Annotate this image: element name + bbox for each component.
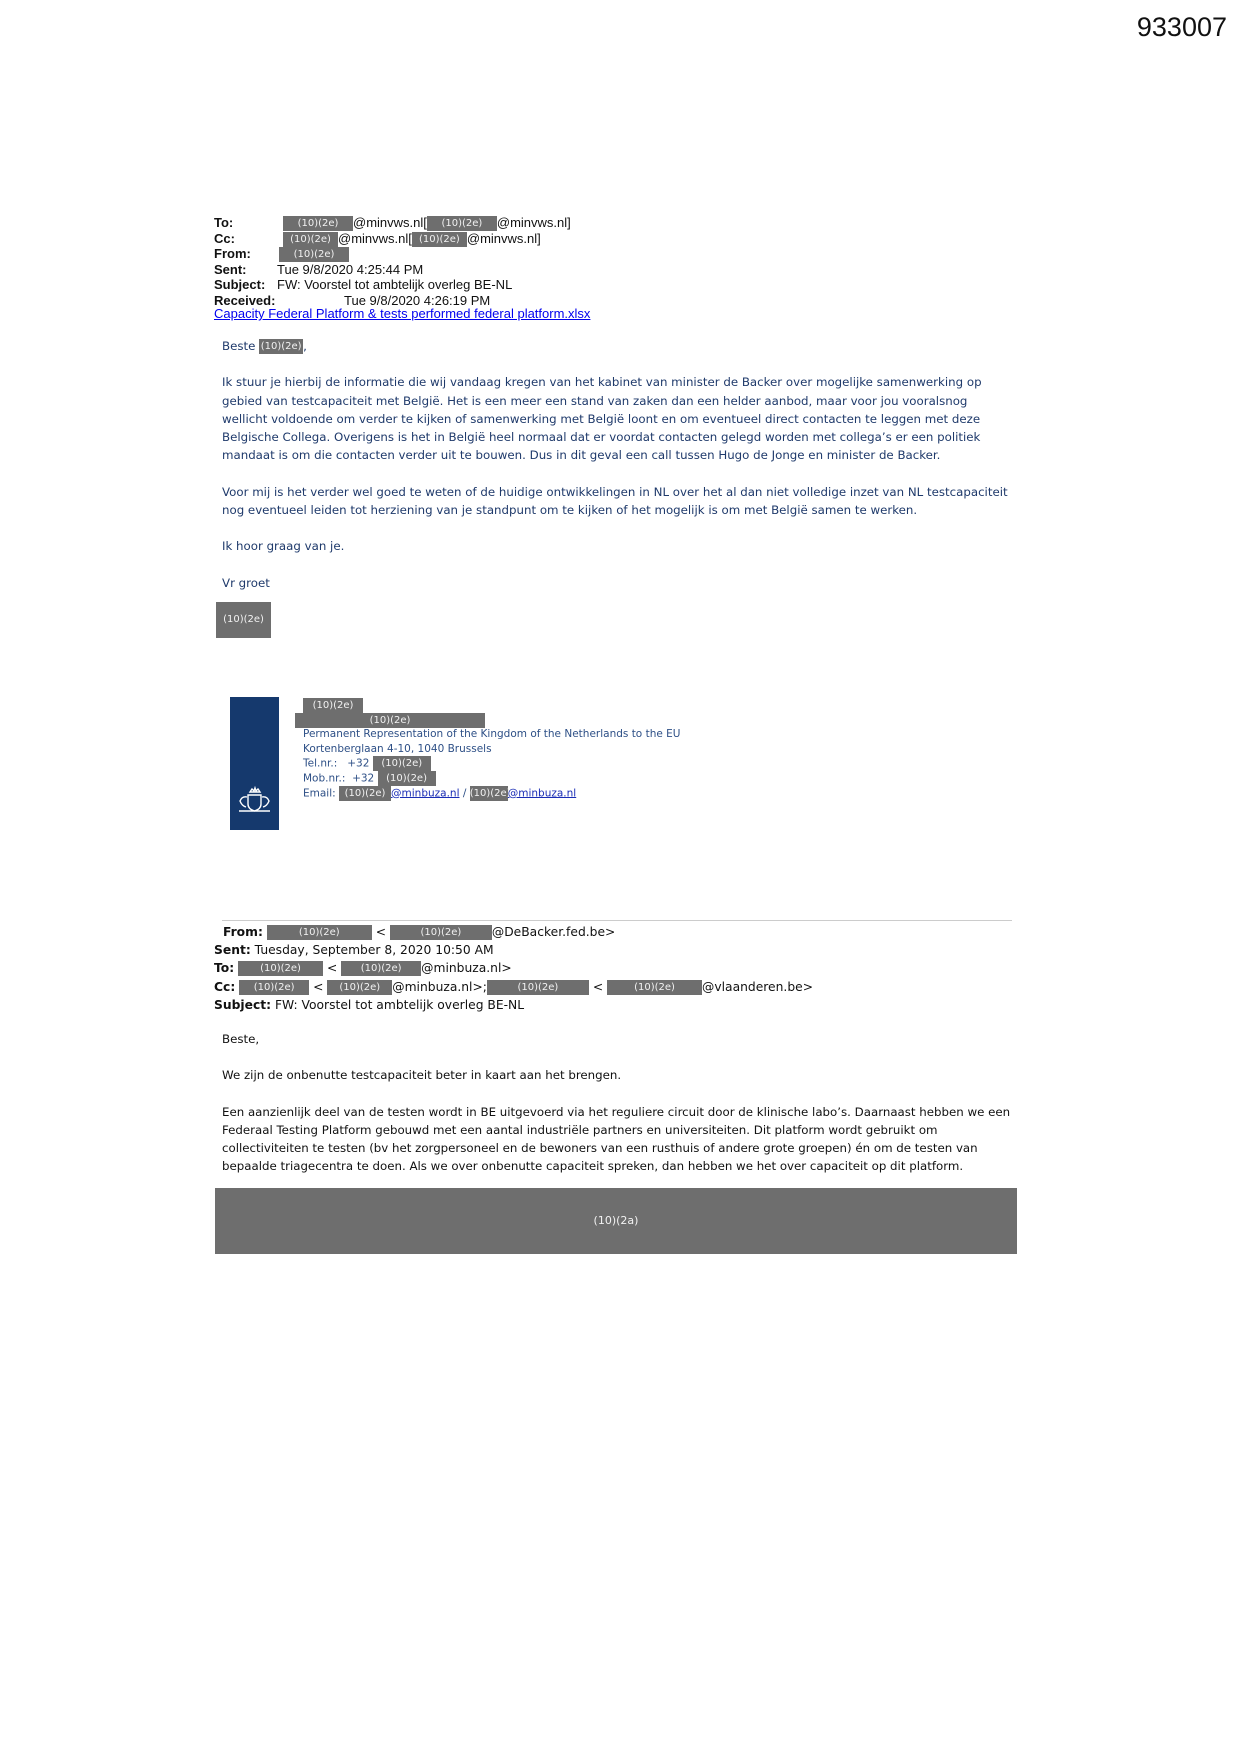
sig-name-row xyxy=(303,698,680,713)
redaction: (10)(2e) xyxy=(303,698,363,713)
large-redaction: (10)(2a) xyxy=(215,1188,1017,1254)
redaction: (10)(2e) xyxy=(373,756,431,771)
to-label: To: xyxy=(214,215,234,230)
greeting-text: Beste xyxy=(222,339,256,353)
divider xyxy=(222,920,1012,921)
fwd-from-label: From: xyxy=(223,925,263,939)
sig-tel-row xyxy=(303,756,680,771)
fwd-paragraph-2: Een aanzienlijk deel van de testen wordt in BE uitgevoerd via het reguliere circuit door de klinische labo’s. Daarnaast hebben we een Federaal Testing Platform gebouwd met een aantal industriële partners en universiteiten. Dit platform wordt gebruikt om collectiviteiten te testen (bv het zorgpersoneel en de bewoners van een rusthuis of andere grote groepen) én om de testen van bepaalde triagecentra te doen. Als we over onbenutte capaciteit spreken, dan hebben we het over capaciteit op dit platform. xyxy=(222,1104,1011,1174)
subject-row xyxy=(214,277,571,293)
fwd-subject-label: Subject: xyxy=(214,997,272,1012)
fwd-paragraph-1: We zijn de onbenutte testcapaciteit beter in kaart aan het brengen. xyxy=(222,1068,622,1083)
to-row xyxy=(214,215,571,231)
subject-value: FW: Voorstel tot ambtelijk overleg BE-NL xyxy=(277,277,513,292)
sig-email-row xyxy=(303,786,680,801)
redaction: (10)(2e) xyxy=(339,786,391,801)
subject-label: Subject: xyxy=(214,277,266,292)
fwd-sent-label: Sent: xyxy=(214,943,251,958)
cc-row xyxy=(214,231,571,247)
to-domain-1: @minvws.nl[ xyxy=(353,215,427,230)
fwd-subject-value: FW: Voorstel tot ambtelijk overleg BE-NL xyxy=(274,997,525,1012)
greeting xyxy=(222,337,1012,355)
fwd-cc-domain-2: @vlaanderen.be> xyxy=(702,979,814,994)
sig-org: Permanent Representation of the Kingdom of the Netherlands to the EU xyxy=(303,728,681,741)
redaction: (10)(2e) xyxy=(260,341,302,352)
paragraph-2: Voor mij is het verder wel goed te weten of de huidige ontwikkelingen in NL over het al dan niet volledige inzet van NL testcapaciteit nog eventueel leiden tot herziening van je standpunt om te kijken of het mogelijk is om met België samen te werken. xyxy=(222,484,1008,518)
tel-label: Tel.nr.: xyxy=(303,757,338,770)
received-value: Tue 9/8/2020 4:26:19 PM xyxy=(344,292,491,308)
mob-prefix: +32 xyxy=(352,772,375,785)
from-row xyxy=(214,246,571,262)
fwd-cc-label: Cc: xyxy=(214,979,236,994)
coat-of-arms-icon xyxy=(235,785,274,815)
signature-redaction: (10)(2e) xyxy=(216,602,271,638)
redaction: (10)(2e) xyxy=(412,232,467,247)
email-label: Email: xyxy=(303,787,336,800)
sig-address: Kortenberglaan 4-10, 1040 Brussels xyxy=(303,742,492,755)
greeting-comma: , xyxy=(303,339,307,353)
sent-label: Sent: xyxy=(214,261,247,277)
fwd-from-domain: @DeBacker.fed.be> xyxy=(491,925,616,939)
cc-domain-2: @minvws.nl] xyxy=(466,230,541,246)
email-body-2 xyxy=(222,1030,1012,1194)
redaction: (10)(2e) xyxy=(267,925,372,940)
fwd-greeting: Beste, xyxy=(222,1032,260,1046)
attachment-filename[interactable]: Capacity Federal Platform & tests performed federal platform.xlsx xyxy=(214,306,591,321)
rijksoverheid-logo xyxy=(230,697,279,830)
email-link-2[interactable]: @minbuza.nl xyxy=(507,787,577,800)
from-label: From: xyxy=(214,246,251,261)
sig-title-row xyxy=(303,713,680,728)
fwd-cc-row: Cc: (10)(2e) < (10)(2e) @minbuza.nl>; (10)(2e) < (10)(2e) @vlaanderen.be> xyxy=(214,979,814,994)
redaction: (10)(2e) xyxy=(378,771,436,786)
paragraph-1: Ik stuur je hierbij de informatie die wij vandaag kregen van het kabinet van minister de Backer over mogelijke samenwerking op gebied van testcapaciteit met België. Het is een meer een stand van zaken dan een helder aanbod, maar voor jou vooralsnog wellicht voldoende om verder te kijken of samenwerking met België loont en om eventueel direct contacten te leggen met deze Belgische Collega. Overigens is het in België heel normaal dat er voordat contacten gelegd worden met collega’s er een politiek mandaat is om die contacten verder uit te bouwen. Dus in dit geval een call tussen Hugo de Jonge en minister de Backer. xyxy=(222,375,982,463)
received-label: Received: xyxy=(214,292,276,308)
cc-domain-1: @minvws.nl[ xyxy=(338,230,412,246)
redaction: (10)(2e) xyxy=(295,713,485,728)
redaction: (10)(2e) xyxy=(607,980,702,995)
redaction: (10)(2e) xyxy=(327,980,392,995)
document-number: 933007 xyxy=(1136,12,1227,42)
email-header-2 xyxy=(214,923,813,1014)
redaction: (10)(2e) xyxy=(427,216,497,231)
fwd-to-domain: @minbuza.nl> xyxy=(421,961,512,976)
tel-prefix: +32 xyxy=(347,757,370,770)
mob-label: Mob.nr.: xyxy=(303,772,346,785)
email-link-1[interactable]: @minbuza.nl xyxy=(391,787,460,800)
sent-row xyxy=(214,262,571,278)
fwd-to-label: To: xyxy=(214,961,235,976)
email-separator: / xyxy=(462,787,467,800)
redaction: (10)(2e) xyxy=(487,980,589,995)
redaction: (10)(2e) xyxy=(390,925,492,940)
redaction: (10)(2e) xyxy=(283,216,353,231)
signature-details xyxy=(303,698,680,800)
sent-value: Tue 9/8/2020 4:25:44 PM xyxy=(277,261,424,277)
redaction: (10)(2e) xyxy=(469,787,511,799)
redaction: (10)(2e) xyxy=(239,980,309,995)
fwd-cc-domain-1: @minbuza.nl>; xyxy=(392,979,487,994)
to-domain-2: @minvws.nl] xyxy=(496,215,571,230)
email-body-1 xyxy=(222,337,1012,610)
fwd-from-row: From: (10)(2e) < (10)(2e) @DeBacker.fed.be> xyxy=(223,925,616,939)
email-header-1 xyxy=(214,215,571,308)
attachment-link[interactable] xyxy=(214,306,590,321)
closing: Vr groet xyxy=(222,575,270,590)
cc-label: Cc: xyxy=(214,230,235,246)
fwd-sent-value: Tuesday, September 8, 2020 10:50 AM xyxy=(254,943,494,958)
redaction: (10)(2e) xyxy=(283,232,338,247)
paragraph-3: Ik hoor graag van je. xyxy=(222,539,345,554)
fwd-to-row: To: (10)(2e) < (10)(2e) @minbuza.nl> xyxy=(214,961,512,976)
sig-mob-row xyxy=(303,771,680,786)
redaction: (10)(2e) xyxy=(279,247,349,262)
redaction: (10)(2e) xyxy=(238,961,323,976)
fwd-subject-row xyxy=(214,996,813,1014)
redaction: (10)(2e) xyxy=(341,961,421,976)
fwd-sent-row xyxy=(214,941,813,959)
